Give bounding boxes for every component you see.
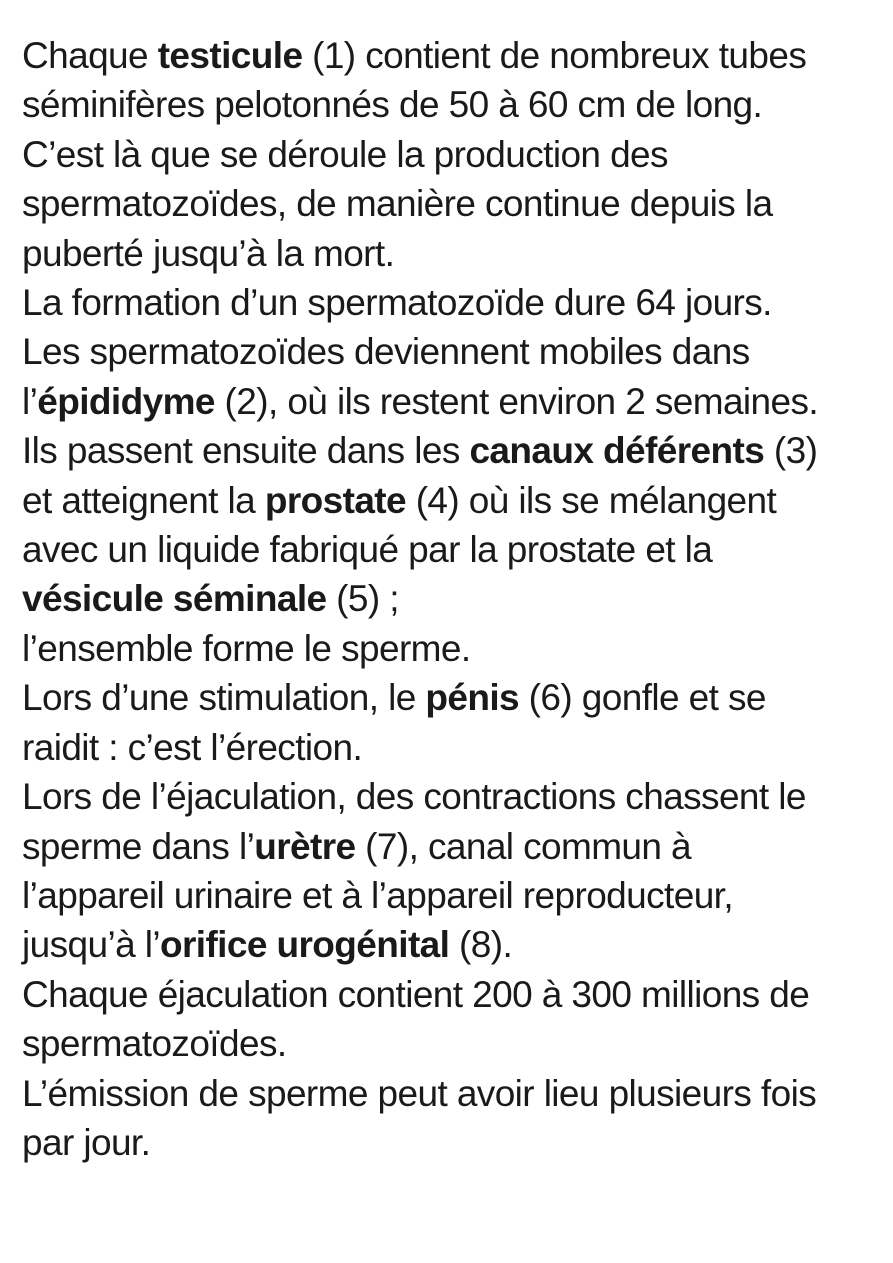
text-line [22,179,875,228]
text-segment: l’ensemble forme le sperme. [22,627,471,669]
text-segment: l’ [22,380,38,422]
text-segment: jusqu’à l’ [22,924,160,966]
text-segment: La formation d’un spermatozoïde dure 64 jours. [22,282,772,324]
text-segment: (3) [764,430,818,472]
text-line [22,723,875,772]
text-segment: Chaque éjaculation contient 200 à 300 millions de [22,973,810,1015]
text-segment: (1) contient de nombreux tubes [302,35,807,76]
text-segment: l’appareil urinaire et à l’appareil reproducteur, [22,874,734,916]
text-line [22,920,875,969]
text-segment: par jour. [22,1121,151,1163]
bold-term: vésicule séminale [22,578,327,620]
text-line [22,525,875,574]
text-segment: et atteignent la [22,479,265,521]
text-segment: C’est là que se déroule la production des [22,133,668,175]
text-segment: (8). [449,924,513,966]
text-line [22,31,875,80]
text-line [22,574,875,623]
bold-term: testicule [157,35,303,76]
text-line [22,1069,875,1118]
text-segment: séminifères pelotonnés de 50 à 60 cm de long. [22,84,763,126]
bold-term: canaux déférents [469,430,765,472]
bold-term: prostate [264,479,407,521]
text-segment: Chaque [22,35,158,76]
text-line [22,871,875,920]
text-line [22,476,875,525]
text-segment: Lors de l’éjaculation, des contractions chassent le [22,776,806,818]
text-line [22,426,875,475]
text-segment: (5) ; [326,578,399,620]
text-line [22,80,875,129]
text-segment: (2), où ils restent environ 2 semaines. [214,380,819,422]
text-segment: Les spermatozoïdes deviennent mobiles dans [22,331,750,373]
text-line [22,772,875,821]
text-segment: Ils passent ensuite dans les [22,430,470,472]
text-segment: (4) où ils se mélangent [406,479,777,521]
text-segment: (7), canal commun à [355,825,692,867]
text-segment: puberté jusqu’à la mort. [22,232,395,274]
text-segment: sperme dans l’ [22,825,255,867]
text-segment: avec un liquide fabriqué par la prostate et la [22,529,713,571]
bold-term: orifice urogénital [159,924,450,966]
text-line [22,1019,875,1068]
text-line [22,624,875,673]
text-segment: raidit : c’est l’érection. [22,726,363,768]
text-line [22,130,875,179]
text-line [22,377,875,426]
text-segment: spermatozoïdes. [22,1023,287,1065]
text-segment: L’émission de sperme peut avoir lieu plusieurs fois [22,1072,817,1114]
text-line [22,327,875,376]
text-line [22,1118,875,1167]
text-segment: spermatozoïdes, de manière continue depuis la [22,183,773,225]
text-line [22,970,875,1019]
text-line [22,822,875,871]
text-line [22,229,875,278]
bold-term: urètre [254,825,356,867]
text-line [22,673,875,722]
text-segment: Lors d’une stimulation, le [22,677,426,719]
bold-term: pénis [425,677,519,719]
text-line [22,278,875,327]
bold-term: épididyme [37,380,215,422]
text-segment: (6) gonfle et se [519,677,766,719]
